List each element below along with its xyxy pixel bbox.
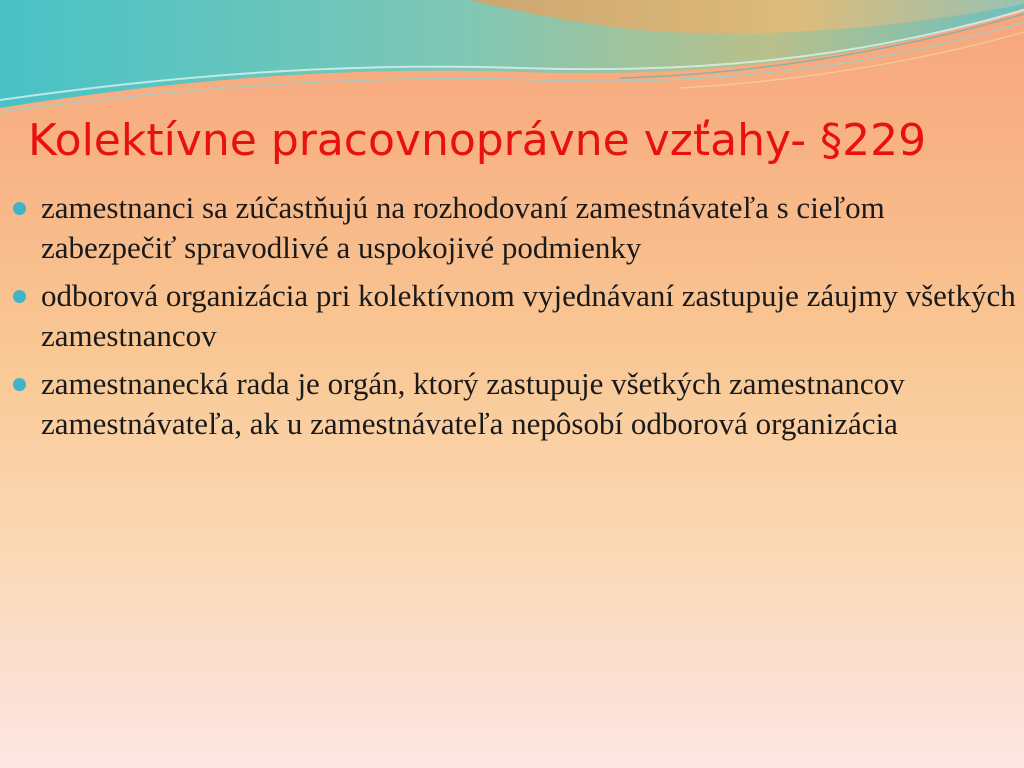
list-item xyxy=(0,364,1020,444)
bullet-text: zamestnanecká rada je orgán, ktorý zastupuje všetkých zamestnancov zamestnávateľa, ak u zamestnávateľa nepôsobí odborová organizácia xyxy=(41,366,905,441)
bullet-text: zamestnanci sa zúčastňujú na rozhodovaní zamestnávateľa s cieľom zabezpečiť spravodlivé a uspokojivé podmienky xyxy=(41,190,885,265)
wave-teal xyxy=(0,0,1024,108)
bullet-text: odborová organizácia pri kolektívnom vyjednávaní zastupuje záujmy všetkých zamestnancov xyxy=(41,278,1016,353)
wave-gold xyxy=(470,0,1024,34)
bullet-dot-icon xyxy=(13,202,26,215)
bullet-dot-icon xyxy=(13,378,26,391)
bullet-list xyxy=(0,188,1020,452)
slide-title: Kolektívne pracovnoprávne vzťahy- §229 xyxy=(28,115,927,166)
decorative-wave-header xyxy=(0,0,1024,130)
wave-highlight xyxy=(0,10,1024,100)
bullet-dot-icon xyxy=(13,290,26,303)
list-item xyxy=(0,188,1020,268)
list-item xyxy=(0,276,1020,356)
